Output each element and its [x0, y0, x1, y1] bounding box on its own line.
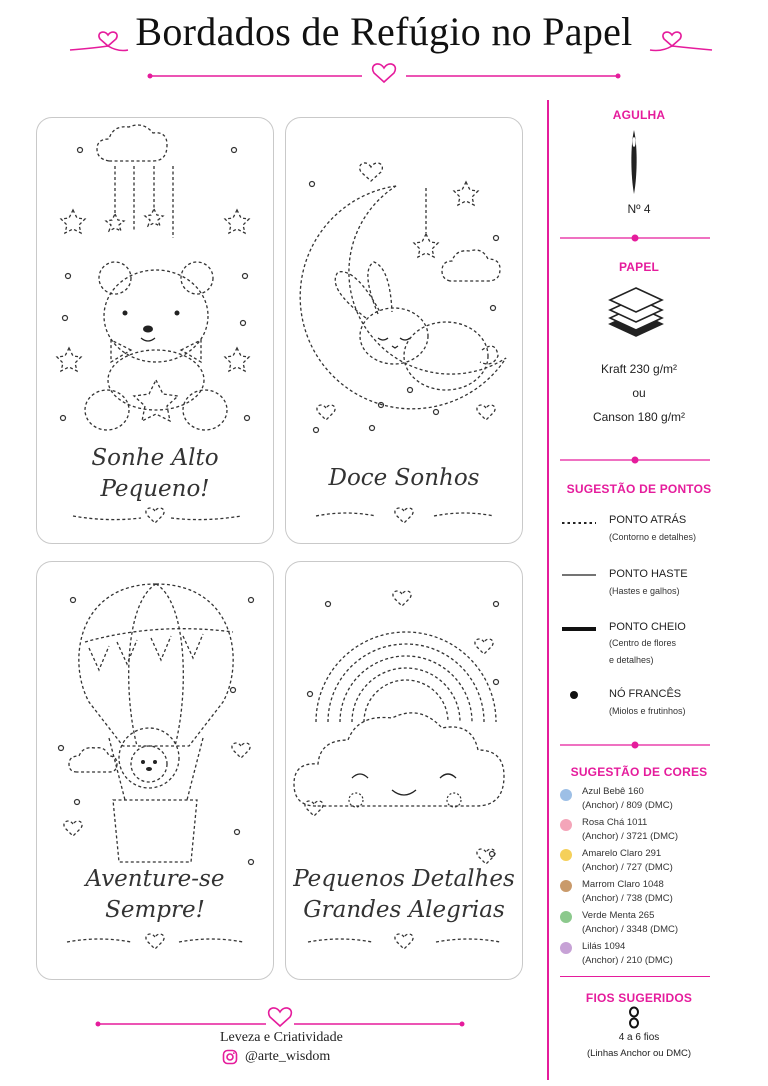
stitches-heading: SUGESTÃO DE PONTOS: [566, 482, 712, 496]
color-swatch: [560, 789, 572, 801]
color-name: Rosa Chá 1011: [582, 817, 648, 828]
stitch-desc: e detalhes): [609, 655, 654, 665]
footer-ornament: [90, 1004, 470, 1032]
color-code: (Anchor) / 727 (DMC): [582, 862, 673, 873]
stitch-desc: (Hastes e galhos): [609, 586, 680, 596]
color-name: Verde Menta 265: [582, 910, 655, 921]
paper-option-2: Canson 180 g/m²: [592, 410, 686, 424]
stitch-name: PONTO ATRÁS: [609, 514, 687, 526]
section-divider: [560, 452, 710, 468]
colors-heading: SUGESTÃO DE CORES: [570, 765, 708, 779]
paper-heading: PAPEL: [618, 260, 660, 274]
color-swatch: [560, 911, 572, 923]
threads-heading: FIOS SUGERIDOS: [585, 991, 693, 1005]
card-caption-line2: Sempre!: [105, 897, 205, 923]
sidebar-divider: [547, 100, 549, 1080]
paper-option-1: Kraft 230 g/m²: [600, 362, 678, 376]
stitch-desc: (Miolos e frutinhos): [609, 706, 686, 716]
color-name: Azul Bebê 160: [582, 786, 644, 797]
pattern-card-balloon: [36, 561, 274, 980]
color-name: Amarelo Claro 291: [582, 848, 662, 859]
color-code: (Anchor) / 3348 (DMC): [582, 924, 679, 935]
color-swatch: [560, 942, 572, 954]
card-caption-line2: Grandes Alegrias: [303, 897, 505, 923]
stitch-desc: (Centro de flores: [609, 638, 677, 648]
card-flourish: [73, 508, 241, 523]
heart-icon: [99, 32, 117, 46]
paper-or: ou: [632, 386, 646, 400]
color-name: Lilás 1094: [582, 941, 626, 952]
instagram-icon: [222, 1049, 238, 1065]
color-swatch: [560, 849, 572, 861]
pattern-card-bear: [36, 117, 274, 544]
needle-size: Nº 4: [627, 202, 651, 216]
page-title: Bordados de Refúgio no Papel: [135, 9, 633, 54]
header-ornaments: [0, 0, 768, 90]
stitch-desc: (Contorno e detalhes): [609, 532, 697, 542]
section-divider: [560, 976, 710, 977]
card-caption-line1: Aventure-se: [85, 866, 225, 892]
card-caption-line1: Doce Sonhos: [328, 465, 480, 491]
color-swatch: [560, 880, 572, 892]
color-code: (Anchor) / 3721 (DMC): [582, 831, 679, 842]
back-stitch-sample: [560, 518, 600, 528]
stitch-name: PONTO HASTE: [609, 568, 688, 580]
section-divider: [560, 230, 710, 246]
footer-handle: @arte_wisdom: [245, 1049, 331, 1064]
paper-stack-icon: [606, 282, 666, 338]
color-swatch: [560, 819, 572, 831]
card-flourish: [316, 508, 494, 523]
color-code: (Anchor) / 809 (DMC): [582, 800, 673, 811]
needle-icon: [620, 128, 648, 198]
heart-icon: [269, 1008, 292, 1026]
card-flourish: [308, 934, 500, 949]
footer-tagline: Leveza e Criatividade: [220, 1030, 343, 1045]
thread-icon: [626, 1006, 642, 1030]
threads-count: 4 a 6 fios: [618, 1032, 660, 1043]
stem-stitch-sample: [560, 570, 600, 580]
card-flourish: [67, 934, 243, 949]
card-caption-line1: Pequenos Detalhes: [293, 866, 515, 892]
card-caption-line2: Pequeno!: [100, 476, 210, 502]
stitch-name: NÓ FRANCÊS: [609, 688, 682, 700]
stitch-name: PONTO CHEIO: [609, 621, 686, 633]
color-name: Marrom Claro 1048: [582, 879, 664, 890]
pattern-card-bunny: [285, 117, 523, 544]
pattern-card-rainbow: [285, 561, 523, 980]
color-code: (Anchor) / 210 (DMC): [582, 955, 673, 966]
threads-brands: (Linhas Anchor ou DMC): [586, 1048, 692, 1059]
card-caption-line1: Sonhe Alto: [91, 445, 219, 471]
color-code: (Anchor) / 738 (DMC): [582, 893, 673, 904]
heart-icon: [373, 64, 396, 82]
section-divider: [560, 737, 710, 753]
needle-heading: AGULHA: [612, 108, 666, 122]
heart-icon: [663, 32, 681, 46]
french-knot-sample: [567, 688, 581, 702]
satin-stitch-sample: [560, 624, 600, 634]
